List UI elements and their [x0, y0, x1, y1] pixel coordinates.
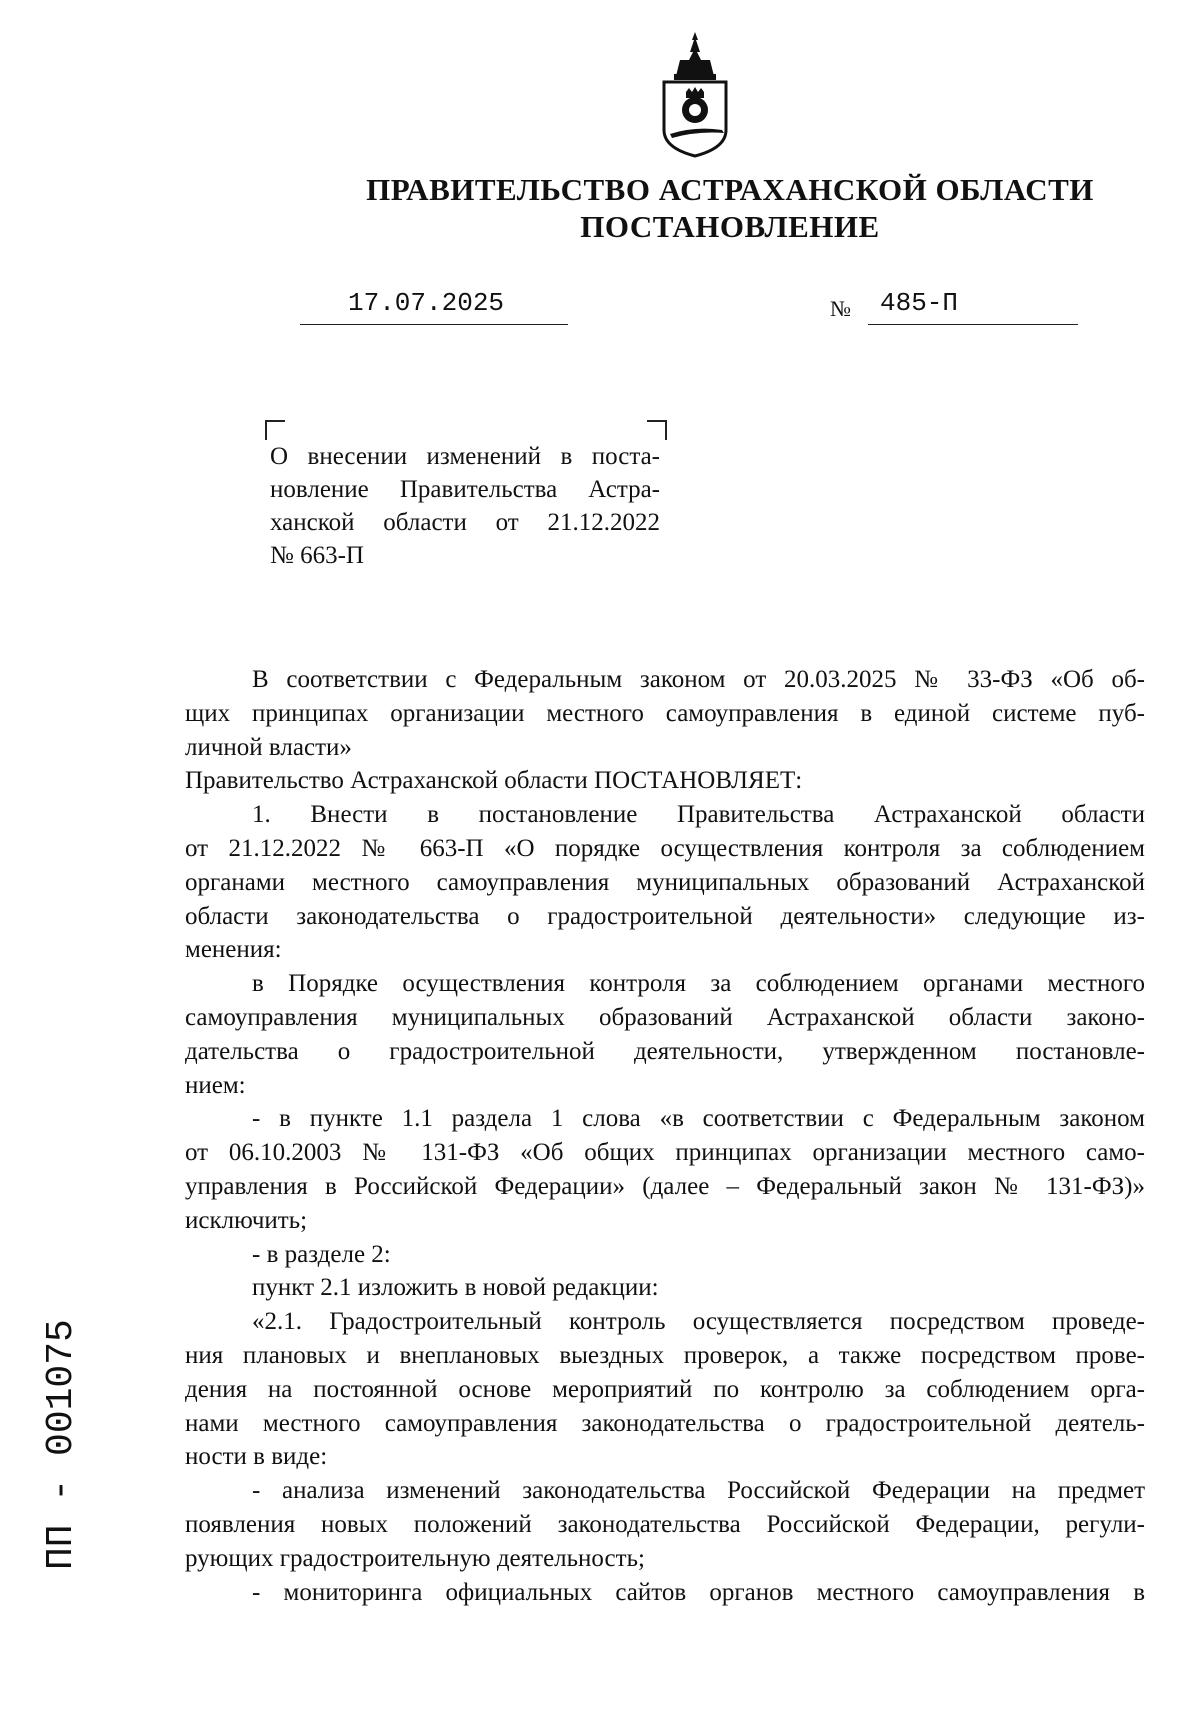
body-line: в Порядке осуществления контроля за соблюдением органами местного [252, 970, 1145, 998]
body-line: щих принципах организации местного самоуправления в единой системе пуб- [185, 699, 1145, 727]
subject-corner-left [265, 420, 285, 440]
body-line: дения на постоянной основе мероприятий по контролю за соблюдением орга- [185, 1375, 1145, 1403]
subject-line: новление Правительства Астра- [270, 476, 660, 503]
number-sign: № [830, 296, 851, 321]
body-line: «2.1. Градостроительный контроль осуществляется посредством проведе- [252, 1308, 1145, 1336]
body-line: дательства о градостроительной деятельности, утвержденном постановле- [185, 1037, 1145, 1065]
subject-line: № 663-П [270, 542, 364, 569]
body-line: самоуправления муниципальных образований Астраханской области законо- [185, 1003, 1145, 1031]
body-line: Правительство Астраханской области ПОСТАНОВЛЯЕТ: [185, 767, 803, 795]
body-line: 1. Внести в постановление Правительства Астраханской области [252, 801, 1145, 829]
body-line: менения: [185, 936, 282, 964]
body-line: - в разделе 2: [252, 1240, 391, 1268]
body-line: управления в Российской Федерации» (далее – Федеральный закон № 131-ФЗ)» [185, 1172, 1145, 1200]
body-line: В соответствии с Федеральным законом от 20.03.2025 № 33-ФЗ «Об об- [252, 666, 1145, 693]
document-number: 485-П [880, 288, 959, 318]
body-line: нами местного самоуправления законодательства о градостроительной деятель- [185, 1409, 1145, 1437]
document-body [185, 663, 1145, 1609]
body-line: - анализа изменений законодательства Российской Федерации на предмет [252, 1477, 1145, 1505]
side-stamp: ПП - 001075 [40, 1319, 83, 1570]
body-line: от 21.12.2022 № 663-П «О порядке осуществления контроля за соблюдением [185, 834, 1145, 862]
document-subject [270, 440, 660, 572]
government-title: ПРАВИТЕЛЬСТВО АСТРАХАНСКОЙ ОБЛАСТИ [366, 172, 1094, 207]
coat-of-arms-emblem [652, 30, 738, 158]
body-line: области законодательства о градостроительной деятельности» следующие из- [185, 902, 1145, 930]
body-line: рующих градостроительную деятельность; [185, 1544, 645, 1572]
subject-corner-right [647, 420, 667, 440]
body-line: от 06.10.2003 № 131-ФЗ «Об общих принципах организации местного само- [185, 1139, 1145, 1167]
body-line: личной власти» [185, 733, 352, 761]
subject-line: ханской области от 21.12.2022 [270, 509, 660, 536]
body-line: пункт 2.1 изложить в новой редакции: [252, 1274, 659, 1302]
body-line: - мониторинга официальных сайтов органов местного самоуправления в [252, 1578, 1145, 1606]
body-line: появления новых положений законодательства Российской Федерации, регули- [185, 1510, 1145, 1538]
body-line: нием: [185, 1071, 246, 1099]
document-date: 17.07.2025 [348, 288, 505, 318]
body-line: исключить; [185, 1206, 308, 1234]
document-type-title: ПОСТАНОВЛЕНИЕ [580, 209, 880, 244]
body-line: ния плановых и внеплановых выездных проверок, а также посредством прове- [185, 1341, 1145, 1369]
body-line: ности в виде: [185, 1443, 328, 1471]
subject-line: О внесении изменений в поста- [270, 443, 660, 470]
body-line: - в пункте 1.1 раздела 1 слова «в соответствии с Федеральным законом [252, 1105, 1145, 1133]
body-line: органами местного самоуправления муниципальных образований Астраханской [185, 868, 1145, 896]
